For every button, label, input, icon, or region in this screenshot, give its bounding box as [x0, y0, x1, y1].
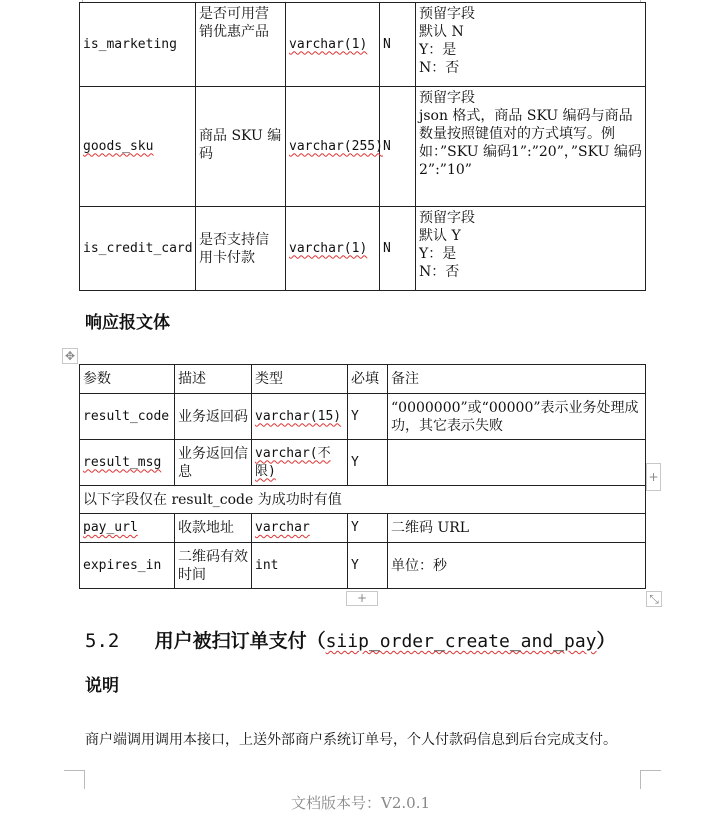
page-corner-mark [640, 770, 661, 789]
table-move-handle-icon[interactable]: ✥ [62, 348, 78, 364]
table-span-row [80, 486, 646, 514]
section-heading [85, 626, 616, 653]
table-row [80, 514, 646, 543]
page-corner-mark [640, 0, 659, 2]
note-cell: 单位：秒 [388, 543, 646, 589]
param-cell: pay_url [83, 520, 138, 535]
required-cell: N [380, 3, 416, 87]
table-row [80, 207, 646, 291]
add-column-button[interactable]: + [646, 463, 661, 491]
page-corner-mark [64, 770, 85, 789]
param-cell: result_msg [83, 454, 162, 470]
table-resize-handle-icon[interactable]: ⤡ [646, 591, 662, 607]
section-code: siip_order_create_and_pay [325, 631, 597, 652]
type-cell: varchar(1) [289, 240, 368, 256]
param-cell: goods_sku [83, 138, 154, 154]
type-cell: varchar(1) [289, 36, 368, 52]
param-cell: result_code [80, 394, 175, 440]
note-cell [388, 440, 646, 486]
desc-cell: 业务返回码 [175, 394, 252, 440]
desc-cell: 是否支持信用卡付款 [196, 207, 286, 291]
table-row [80, 543, 646, 589]
response-params-table [79, 364, 646, 589]
table-row [80, 394, 646, 440]
header-desc: 描述 [175, 365, 252, 394]
type-cell: varchar [255, 520, 310, 535]
body-paragraph: 商户端调用调用本接口，上送外部商户系统订单号，个人付款码信息到后台完成支付。 [85, 732, 617, 748]
required-cell: Y [348, 543, 388, 589]
type-cell: varchar(不限) [255, 445, 331, 479]
desc-cell: 商品 SKU 编码 [196, 87, 286, 207]
table-row [80, 3, 646, 87]
span-row-text: 以下字段仅在 result_code 为成功时有值 [80, 486, 646, 514]
footer-version: 文档版本号：V2.0.1 [291, 794, 430, 812]
type-cell: int [252, 543, 348, 589]
explain-heading: 说明 [85, 676, 119, 696]
header-required: 必填 [348, 365, 388, 394]
add-row-button[interactable]: + [346, 591, 378, 606]
desc-cell: 业务返回信息 [175, 440, 252, 486]
type-cell: varchar(15) [255, 408, 342, 424]
required-cell: Y [348, 514, 388, 543]
desc-cell: 收款地址 [175, 514, 252, 543]
note-cell: “0000000”或“00000”表示业务处理成功，其它表示失败 [388, 394, 646, 440]
type-cell: varchar(255) [289, 138, 383, 154]
request-params-table [79, 2, 646, 291]
response-body-heading: 响应报文体 [85, 313, 170, 333]
required-cell: N [380, 207, 416, 291]
table-row [80, 440, 646, 486]
note-cell: 二维码 URL [388, 514, 646, 543]
page-corner-mark [64, 0, 83, 2]
section-number: 5.2 [85, 630, 120, 652]
header-note: 备注 [388, 365, 646, 394]
header-type: 类型 [252, 365, 348, 394]
note-cell: 预留字段 默认 N Y：是 N：否 [416, 3, 646, 87]
required-cell: N [380, 87, 416, 207]
desc-cell: 是否可用营销优惠产品 [196, 3, 286, 87]
param-cell: is_credit_card [80, 207, 196, 291]
required-cell: Y [348, 440, 388, 486]
note-cell: 预留字段 json 格式，商品 SKU 编码与商品数量按照键值对的方式填写。例如：”SKU 编码1”:”20”，”SKU 编码2”:”10” [416, 87, 646, 207]
required-cell: Y [348, 394, 388, 440]
param-cell: expires_in [80, 543, 175, 589]
table-header-row [80, 365, 646, 394]
note-cell: 预留字段 默认 Y Y：是 N：否 [416, 207, 646, 291]
section-title: 用户被扫订单支付（ [154, 630, 326, 652]
header-param: 参数 [80, 365, 175, 394]
param-cell: is_marketing [80, 3, 196, 87]
table-row [80, 87, 646, 207]
section-title-end: ） [596, 630, 616, 652]
desc-cell: 二维码有效时间 [175, 543, 252, 589]
